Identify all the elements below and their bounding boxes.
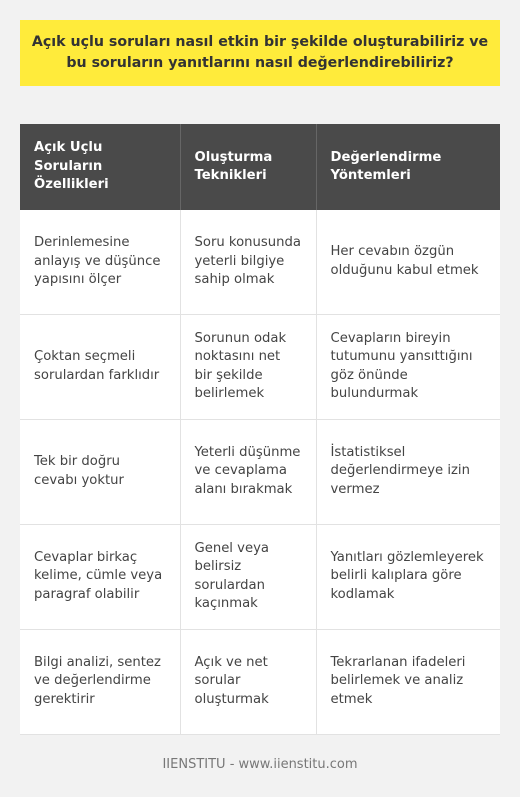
title-banner: [20, 20, 500, 86]
table-cell: İstatistiksel değerlendirmeye izin vermez: [316, 419, 500, 524]
table-cell: Cevaplar birkaç kelime, cümle veya paragraf olabilir: [20, 524, 180, 629]
column-header-features: Açık Uçlu Soruların Özellikleri: [20, 124, 180, 210]
table-cell: Tek bir doğru cevabı yoktur: [20, 419, 180, 524]
column-header-techniques: Oluşturma Teknikleri: [180, 124, 316, 210]
table-cell: Yeterli düşünme ve cevaplama alanı bırakmak: [180, 419, 316, 524]
table-cell: Sorunun odak noktasını net bir şekilde belirlemek: [180, 314, 316, 419]
table-cell: Genel veya belirsiz sorulardan kaçınmak: [180, 524, 316, 629]
table-header-row: [20, 124, 500, 210]
table-cell: Derinlemesine anlayış ve düşünce yapısını ölçer: [20, 210, 180, 314]
table-row: [20, 210, 500, 314]
comparison-table: [20, 124, 500, 735]
table-cell: Tekrarlanan ifadeleri belirlemek ve analiz etmek: [316, 629, 500, 734]
footer-credit: IIENSTITU - www.iienstitu.com: [162, 757, 358, 772]
table-cell: Çoktan seçmeli sorulardan farklıdır: [20, 314, 180, 419]
table-cell: Cevapların bireyin tutumunu yansıttığını göz önünde bulundurmak: [316, 314, 500, 419]
table-cell: Yanıtları gözlemleyerek belirli kalıplara göre kodlamak: [316, 524, 500, 629]
table-row: [20, 314, 500, 419]
table-cell: Soru konusunda yeterli bilgiye sahip olmak: [180, 210, 316, 314]
table-cell: Bilgi analizi, sentez ve değerlendirme gerektirir: [20, 629, 180, 734]
table-row: [20, 629, 500, 734]
table-row: [20, 419, 500, 524]
table-cell: Her cevabın özgün olduğunu kabul etmek: [316, 210, 500, 314]
page-title: Açık uçlu soruları nasıl etkin bir şekilde oluşturabiliriz ve bu soruların yanıtlarını nasıl değerlendirebiliriz?: [31, 34, 489, 71]
table-row: [20, 524, 500, 629]
table-cell: Açık ve net sorular oluşturmak: [180, 629, 316, 734]
column-header-evaluation: Değerlendirme Yöntemleri: [316, 124, 500, 210]
